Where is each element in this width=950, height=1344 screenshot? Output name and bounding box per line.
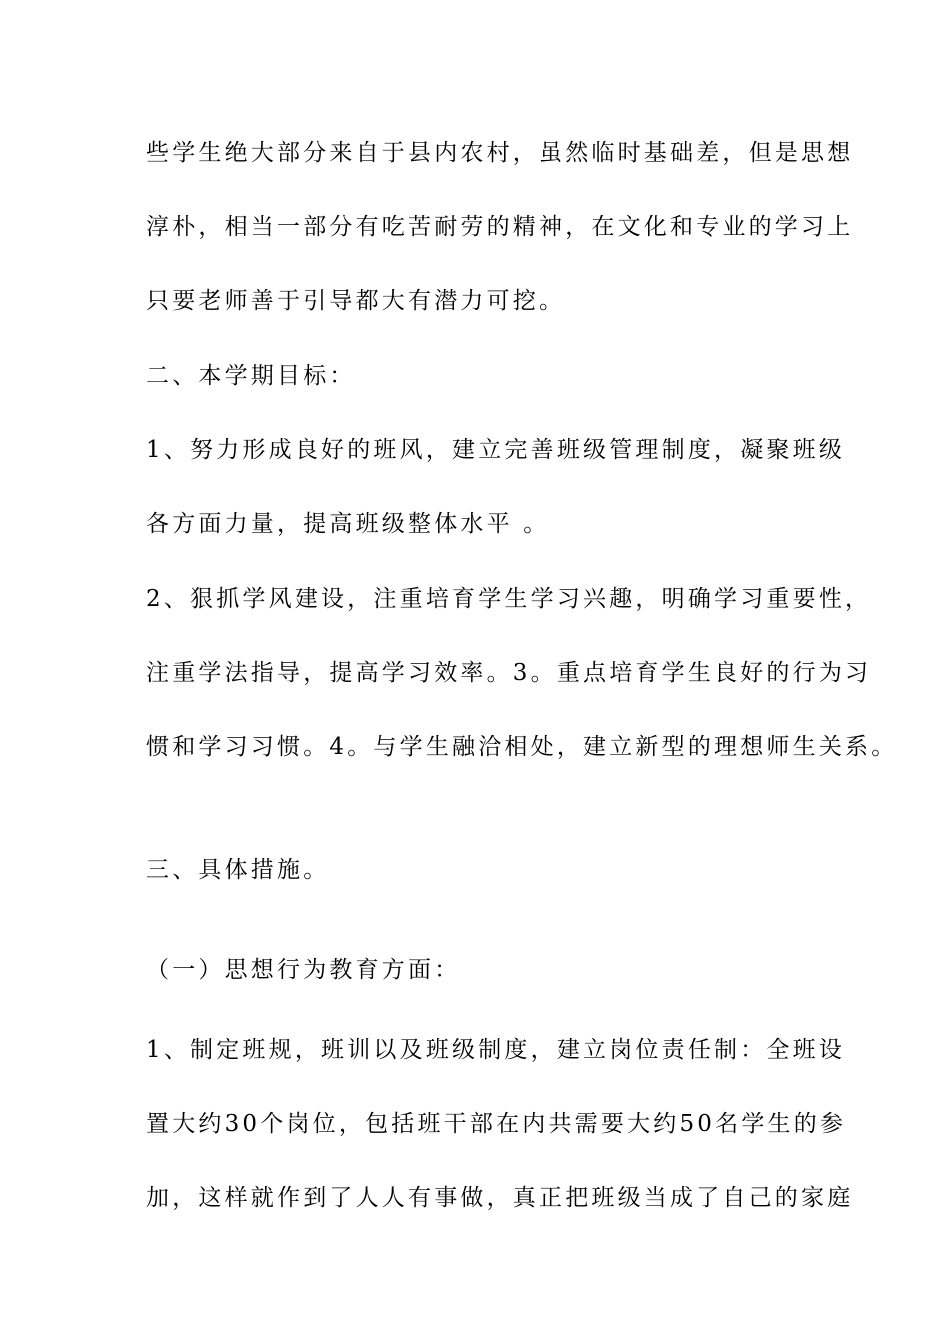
paragraph-line: 淳朴，相当一部分有吃苦耐劳的精神，在文化和专业的学习上 [146, 214, 854, 240]
paragraph-line: 各方面力量，提高班级整体水平 。 [146, 511, 550, 537]
paragraph-line: 惯和学习习惯。4。与学生融洽相处，建立新型的理想师生关系。 [146, 734, 898, 760]
paragraph-line: 置大约30个岗位，包括班干部在内共需要大约50名学生的参 [146, 1111, 847, 1137]
subsection-heading: （一）思想行为教育方面： [146, 957, 461, 983]
section-heading: 三、具体措施。 [146, 857, 330, 883]
paragraph-line: 些学生绝大部分来自于县内农村，虽然临时基础差，但是思想 [146, 140, 854, 166]
paragraph-line: 注重学法指导，提高学习效率。3。重点培育学生良好的行为习 [146, 660, 872, 686]
section-heading: 二、本学期目标： [146, 363, 356, 389]
paragraph-line: 1、制定班规，班训以及班级制度，建立岗位责任制：全班设 [146, 1037, 846, 1063]
paragraph-line: 2、狠抓学风建设，注重培育学生学习兴趣，明确学习重要性， [146, 586, 872, 612]
paragraph-line: 1、努力形成良好的班风，建立完善班级管理制度，凝聚班级 [146, 437, 846, 463]
paragraph-line: 只要老师善于引导都大有潜力可挖。 [146, 288, 566, 314]
paragraph-line: 加，这样就作到了人人有事做，真正把班级当成了自己的家庭 [146, 1185, 854, 1211]
